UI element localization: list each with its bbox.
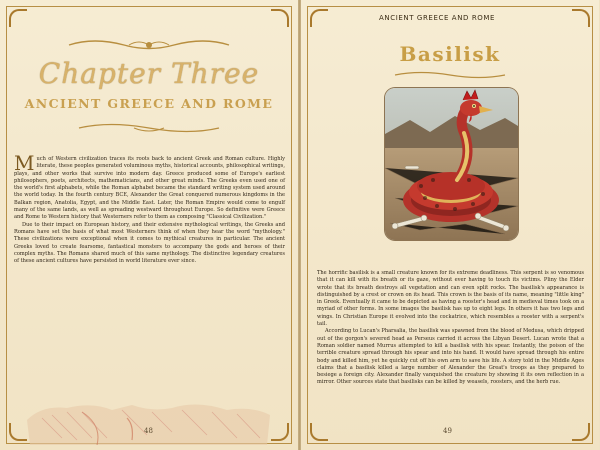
- bottom-flourish-icon: [74, 121, 224, 135]
- entry-title: Basilisk: [399, 42, 501, 66]
- corner-ornament: [572, 423, 590, 441]
- left-page: [0, 0, 299, 450]
- drop-cap: M: [14, 151, 35, 175]
- right-body-text: [317, 270, 584, 387]
- corner-ornament: [271, 9, 289, 27]
- corner-ornament: [271, 423, 289, 441]
- basilisk-image-icon: [385, 88, 518, 240]
- running-head: ANCIENT GREECE AND ROME: [379, 14, 496, 22]
- left-paragraph-2: Due to their impact on European history, and their extensive mythological writings, the Greeks and Romans have set the basis of what most Westerners think of when they hear the word "mythology." These civilizations were exceptional when it comes to mythical creatures in particular. The ancient Greeks loved to create fearsome, fantastical monsters to accompany the gods and heroes of their complex myths. The Romans shared much of this same mythology. The distinctive legendary creatures of these ancient cultures have persisted in world literature ever since.: [14, 221, 285, 265]
- chapter-title: Chapter Three: [38, 57, 260, 90]
- corner-ornament: [9, 9, 27, 27]
- title-flourish-icon: [390, 70, 510, 80]
- left-paragraph-1: [14, 151, 285, 222]
- map-illustration-icon: [22, 390, 272, 445]
- corner-ornament: [310, 423, 328, 441]
- right-paragraph-2: According to Lucan's Pharsalia, the basilisk was spawned from the blood of Medusa, which dripped out of the gorgon's severed head as Perseus carried it across the Libyan Desert. Lucan wrote that a Roman soldier named Murrus attempted to kill a basilisk with his spear. Instantly, the poison of the terrible creature spread through his spear and into his hand. It would have spread through his entire body and killed him, yet he quickly cut off his own arm to save his life. A story told in the Middle Ages claims that a basilisk killed a large number of Alexander the Great's troops as they prepared to besiege a foreign city. Alexander finally vanquished the creature by showing it its own reflection in a mirror. Other sources state that basilisks can be killed by weasels, roosters, and the herb rue.: [317, 328, 584, 386]
- corner-ornament: [572, 9, 590, 27]
- page-number: 48: [144, 427, 153, 435]
- right-paragraph-1: The horrific basilisk is a small creature known for its extreme deadliness. This serpent is so venomous that it can kill with its breath or its gaze, without ever having to touch its victims. Pliny the Elder wrote that its breath destroys all vegetation and can even split rocks. The basilisk's appearance is distinguished by a crest or crown on its head. This crown is the basis of its name, meaning "little king" in Greek. Eventually it came to be depicted as having a rooster's head and in medieval times took on a myriad of other forms. In some images the basilisk has up to eight legs. In others it has two legs and wings. In Christian Europe it evolved into the cockatrice, which resembles a rooster with a serpent's tail.: [317, 270, 584, 328]
- page-number: 49: [443, 427, 452, 435]
- corner-ornament: [310, 9, 328, 27]
- left-paragraph-1-text: uch of Western civilization traces its roots back to ancient Greek and Roman culture. Highly literate, these peoples generated voluminous myths, historical accounts, philosophical writings, plays, and other works that survive into modern day. Greece produced some of Europe's earliest philosophers, poets, architects, mathematicians, and other great minds. The Greeks even used one of the world's first alphabets, while the Roman alphabet became the standard writing system used around the world today. In the fourth century BCE, Alexander the Great conquered numerous kingdoms in the Balkan region, Anatolia, Egypt, and the Middle East. Later, the Roman Empire would come to engulf many of the same lands, as well as spreading westward throughout Europe. So definitive were Greece and Rome to Western history that Westerners refer to them as composing "Classical Civilization.": [14, 156, 285, 221]
- chapter-subtitle: ANCIENT GREECE AND ROME: [24, 96, 274, 111]
- basilisk-illustration: [385, 88, 518, 240]
- left-body-text: [14, 151, 285, 265]
- right-page: [301, 0, 599, 450]
- top-flourish-icon: [64, 36, 234, 54]
